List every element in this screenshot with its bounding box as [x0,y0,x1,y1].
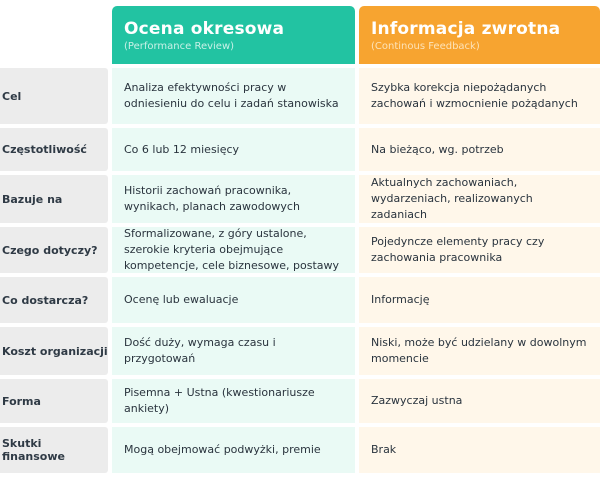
table-row [0,427,600,473]
cell-continuous-feedback: Na bieżąco, wg. potrzeb [359,128,600,171]
column-header-continuous-feedback [359,6,600,64]
row-label: Co dostarcza? [0,277,108,323]
column-subtitle: (Performance Review) [124,41,235,52]
cell-performance-review: Pisemna + Ustna (kwestionariusze ankiety) [112,379,355,423]
cell-performance-review: Mogą obejmować podwyżki, premie [112,427,355,473]
cell-continuous-feedback: Niski, może być udzielany w dowolnym momencie [359,327,600,375]
cell-performance-review: Analiza efektywności pracy w odniesieniu do celu i zadań stanowiska [112,68,355,124]
table-row [0,175,600,223]
row-label: Koszt organizacji [0,327,108,375]
table-row [0,277,600,323]
row-label: Forma [0,379,108,423]
cell-continuous-feedback: Aktualnych zachowaniach, wydarzeniach, realizowanych zadaniach [359,175,600,223]
cell-performance-review: Ocenę lub ewaluacje [112,277,355,323]
row-label: Skutki finansowe [0,427,108,473]
table-row [0,68,600,124]
row-label: Czego dotyczy? [0,227,108,273]
cell-performance-review: Sformalizowane, z góry ustalone, szerokie kryteria obejmujące kompetencje, cele biznesowe, postawy [112,227,355,273]
cell-continuous-feedback: Pojedyncze elementy pracy czy zachowania pracownika [359,227,600,273]
column-title: Informacja zwrotna [371,19,561,39]
comparison-table [0,6,600,480]
table-row [0,128,600,171]
row-label: Cel [0,68,108,124]
table-row [0,379,600,423]
cell-performance-review: Dość duży, wymaga czasu i przygotowań [112,327,355,375]
row-label: Częstotliwość [0,128,108,171]
column-title: Ocena okresowa [124,19,285,39]
row-label: Bazuje na [0,175,108,223]
cell-performance-review: Historii zachowań pracownika, wynikach, planach zawodowych [112,175,355,223]
table-row [0,227,600,273]
cell-continuous-feedback: Informację [359,277,600,323]
cell-continuous-feedback: Szybka korekcja niepożądanych zachowań i wzmocnienie pożądanych [359,68,600,124]
cell-performance-review: Co 6 lub 12 miesięcy [112,128,355,171]
column-header-performance-review [112,6,355,64]
cell-continuous-feedback: Zazwyczaj ustna [359,379,600,423]
table-row [0,327,600,375]
cell-continuous-feedback: Brak [359,427,600,473]
column-subtitle: (Continous Feedback) [371,41,480,52]
